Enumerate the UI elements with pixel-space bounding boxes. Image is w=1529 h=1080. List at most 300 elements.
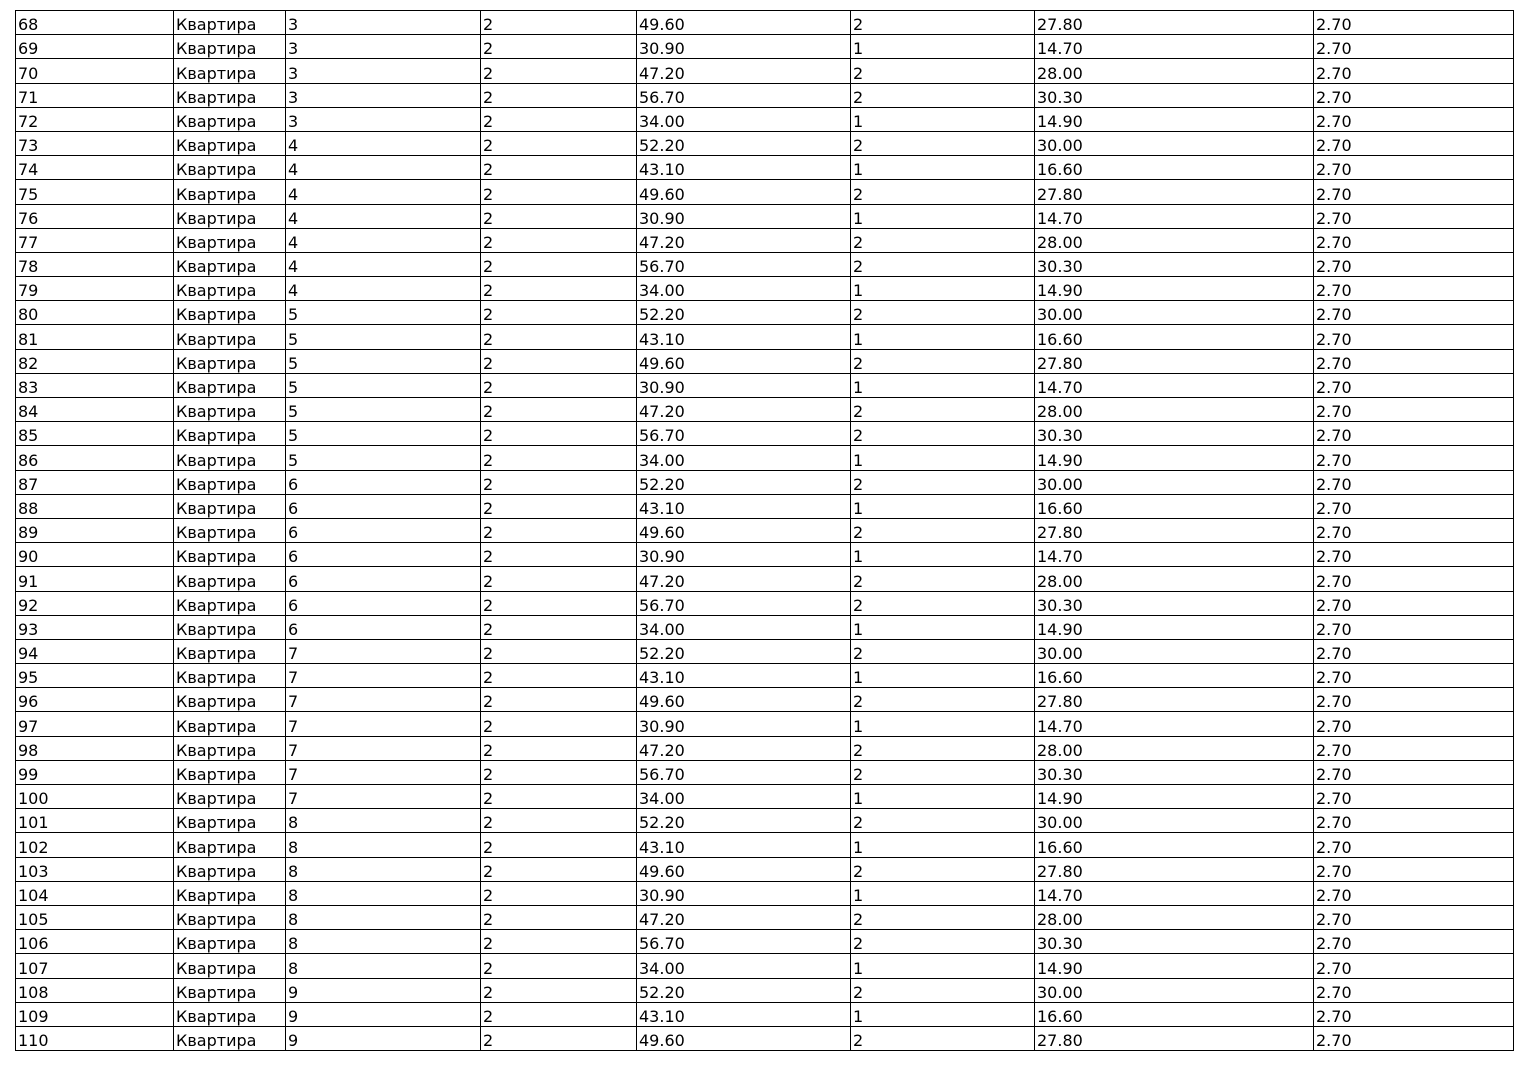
- cell-floor: [286, 954, 481, 978]
- cell-text: 27.80: [1037, 15, 1083, 35]
- cell-apartment-number: [16, 760, 174, 784]
- cell-text: 2.70: [1316, 547, 1352, 567]
- cell-living-area: [1035, 1002, 1314, 1026]
- cell-floor: [286, 736, 481, 760]
- table-row: [16, 252, 1514, 276]
- cell-apartment-number: [16, 639, 174, 663]
- cell-premises-type: [174, 204, 286, 228]
- cell-text: 79: [18, 281, 39, 301]
- cell-rooms: [851, 349, 1035, 373]
- cell-text: 2: [483, 716, 494, 736]
- cell-floor: [286, 760, 481, 784]
- table-row: [16, 373, 1514, 397]
- cell-text: Квартира: [176, 958, 257, 978]
- cell-text: 56.70: [639, 934, 685, 954]
- cell-text: 2.70: [1316, 692, 1352, 712]
- cell-ceiling-height: [1314, 881, 1514, 905]
- cell-text: 6: [288, 595, 299, 615]
- cell-text: 2.70: [1316, 740, 1352, 760]
- cell-text: Квартира: [176, 1031, 257, 1051]
- cell-text: 30.90: [639, 885, 685, 905]
- cell-text: 43.10: [639, 498, 685, 518]
- cell-ceiling-height: [1314, 398, 1514, 422]
- cell-section: [481, 760, 637, 784]
- cell-premises-type: [174, 591, 286, 615]
- cell-text: Квартира: [176, 353, 257, 373]
- cell-rooms: [851, 615, 1035, 639]
- cell-text: 91: [18, 571, 39, 591]
- cell-text: Квартира: [176, 136, 257, 156]
- cell-text: 2.70: [1316, 619, 1352, 639]
- cell-text: 2.70: [1316, 837, 1352, 857]
- cell-text: Квартира: [176, 910, 257, 930]
- cell-total-area: [637, 905, 851, 929]
- cell-text: 30.30: [1037, 87, 1083, 107]
- cell-text: Квартира: [176, 861, 257, 881]
- cell-text: 76: [18, 208, 39, 228]
- cell-text: 2: [483, 1031, 494, 1051]
- cell-floor: [286, 349, 481, 373]
- cell-ceiling-height: [1314, 228, 1514, 252]
- cell-text: 49.60: [639, 353, 685, 373]
- cell-total-area: [637, 664, 851, 688]
- cell-apartment-number: [16, 180, 174, 204]
- cell-text: 2.70: [1316, 63, 1352, 83]
- cell-text: 2.70: [1316, 184, 1352, 204]
- cell-text: 30.00: [1037, 982, 1083, 1002]
- cell-floor: [286, 930, 481, 954]
- cell-apartment-number: [16, 59, 174, 83]
- cell-text: 14.70: [1037, 716, 1083, 736]
- cell-section: [481, 180, 637, 204]
- cell-text: 2: [483, 1006, 494, 1026]
- cell-section: [481, 688, 637, 712]
- cell-text: 49.60: [639, 523, 685, 543]
- cell-text: 2: [483, 982, 494, 1002]
- cell-text: 2: [483, 160, 494, 180]
- cell-rooms: [851, 204, 1035, 228]
- cell-floor: [286, 688, 481, 712]
- cell-total-area: [637, 470, 851, 494]
- cell-text: 49.60: [639, 692, 685, 712]
- table-row: [16, 712, 1514, 736]
- cell-text: 2.70: [1316, 595, 1352, 615]
- cell-text: 56.70: [639, 87, 685, 107]
- cell-text: 2: [483, 958, 494, 978]
- cell-text: 1: [853, 39, 864, 59]
- cell-text: Квартира: [176, 111, 257, 131]
- cell-text: 68: [18, 15, 39, 35]
- cell-text: 30.30: [1037, 257, 1083, 277]
- cell-text: 30.90: [639, 547, 685, 567]
- cell-text: 9: [288, 1006, 299, 1026]
- cell-text: 101: [18, 813, 49, 833]
- cell-apartment-number: [16, 518, 174, 542]
- cell-text: 27.80: [1037, 1031, 1083, 1051]
- cell-total-area: [637, 1002, 851, 1026]
- cell-text: Квартира: [176, 63, 257, 83]
- cell-text: 1: [853, 378, 864, 397]
- cell-text: 3: [288, 87, 299, 107]
- cell-section: [481, 591, 637, 615]
- cell-text: 2: [853, 813, 864, 833]
- cell-ceiling-height: [1314, 905, 1514, 929]
- cell-text: 2.70: [1316, 789, 1352, 809]
- cell-living-area: [1035, 664, 1314, 688]
- cell-text: 2: [853, 934, 864, 954]
- cell-text: 34.00: [639, 111, 685, 131]
- cell-text: 2: [483, 39, 494, 59]
- cell-section: [481, 615, 637, 639]
- cell-text: 6: [288, 547, 299, 567]
- cell-total-area: [637, 567, 851, 591]
- cell-ceiling-height: [1314, 131, 1514, 155]
- cell-text: 6: [288, 619, 299, 639]
- cell-floor: [286, 228, 481, 252]
- cell-rooms: [851, 785, 1035, 809]
- cell-text: 2: [483, 184, 494, 204]
- cell-text: 14.90: [1037, 619, 1083, 639]
- cell-apartment-number: [16, 881, 174, 905]
- cell-text: 2: [483, 402, 494, 422]
- cell-premises-type: [174, 156, 286, 180]
- cell-text: 75: [18, 184, 39, 204]
- cell-total-area: [637, 591, 851, 615]
- cell-ceiling-height: [1314, 373, 1514, 397]
- cell-section: [481, 83, 637, 107]
- cell-text: 2: [853, 232, 864, 252]
- cell-text: 56.70: [639, 595, 685, 615]
- cell-text: 30.00: [1037, 644, 1083, 664]
- cell-text: 2: [853, 136, 864, 156]
- cell-total-area: [637, 930, 851, 954]
- cell-ceiling-height: [1314, 422, 1514, 446]
- table-row: [16, 930, 1514, 954]
- cell-floor: [286, 809, 481, 833]
- cell-text: 47.20: [639, 910, 685, 930]
- cell-section: [481, 857, 637, 881]
- cell-text: 102: [18, 837, 49, 857]
- cell-text: 5: [288, 450, 299, 470]
- cell-text: 105: [18, 910, 49, 930]
- table-row: [16, 228, 1514, 252]
- cell-text: 5: [288, 329, 299, 349]
- cell-ceiling-height: [1314, 615, 1514, 639]
- cell-text: 2.70: [1316, 668, 1352, 688]
- cell-section: [481, 494, 637, 518]
- cell-ceiling-height: [1314, 857, 1514, 881]
- cell-text: 89: [18, 523, 39, 543]
- cell-text: 2.70: [1316, 813, 1352, 833]
- cell-text: 49.60: [639, 184, 685, 204]
- cell-total-area: [637, 349, 851, 373]
- table-row: [16, 978, 1514, 1002]
- cell-living-area: [1035, 1026, 1314, 1050]
- cell-text: 1: [853, 1006, 864, 1026]
- cell-text: 72: [18, 111, 39, 131]
- cell-text: 2.70: [1316, 716, 1352, 736]
- cell-text: 2: [853, 692, 864, 712]
- cell-text: 2.70: [1316, 1006, 1352, 1026]
- cell-living-area: [1035, 277, 1314, 301]
- cell-text: 47.20: [639, 402, 685, 422]
- cell-text: Квартира: [176, 765, 257, 784]
- cell-section: [481, 905, 637, 929]
- cell-text: 2: [853, 305, 864, 325]
- cell-text: 2.70: [1316, 281, 1352, 301]
- cell-rooms: [851, 398, 1035, 422]
- cell-rooms: [851, 543, 1035, 567]
- cell-apartment-number: [16, 325, 174, 349]
- cell-ceiling-height: [1314, 446, 1514, 470]
- cell-text: 2.70: [1316, 571, 1352, 591]
- cell-living-area: [1035, 349, 1314, 373]
- cell-floor: [286, 277, 481, 301]
- cell-premises-type: [174, 833, 286, 857]
- cell-ceiling-height: [1314, 35, 1514, 59]
- cell-total-area: [637, 59, 851, 83]
- cell-text: 43.10: [639, 329, 685, 349]
- cell-apartment-number: [16, 301, 174, 325]
- cell-text: 27.80: [1037, 523, 1083, 543]
- cell-text: 2: [483, 765, 494, 784]
- cell-text: 83: [18, 378, 39, 397]
- table-row: [16, 639, 1514, 663]
- cell-living-area: [1035, 325, 1314, 349]
- cell-text: 2: [853, 765, 864, 784]
- cell-text: 110: [18, 1031, 49, 1051]
- cell-text: 14.70: [1037, 208, 1083, 228]
- cell-living-area: [1035, 301, 1314, 325]
- cell-ceiling-height: [1314, 712, 1514, 736]
- cell-text: 16.60: [1037, 668, 1083, 688]
- cell-text: 2: [483, 934, 494, 954]
- cell-ceiling-height: [1314, 760, 1514, 784]
- cell-section: [481, 785, 637, 809]
- cell-floor: [286, 664, 481, 688]
- cell-ceiling-height: [1314, 543, 1514, 567]
- cell-text: 2: [853, 644, 864, 664]
- cell-text: 2.70: [1316, 474, 1352, 494]
- cell-text: 108: [18, 982, 49, 1002]
- cell-premises-type: [174, 639, 286, 663]
- cell-ceiling-height: [1314, 11, 1514, 35]
- cell-text: 99: [18, 765, 39, 784]
- cell-text: 2: [483, 136, 494, 156]
- cell-rooms: [851, 905, 1035, 929]
- cell-total-area: [637, 736, 851, 760]
- table-row: [16, 760, 1514, 784]
- cell-text: 16.60: [1037, 837, 1083, 857]
- cell-text: 5: [288, 353, 299, 373]
- cell-text: 2.70: [1316, 910, 1352, 930]
- cell-text: Квартира: [176, 595, 257, 615]
- cell-apartment-number: [16, 252, 174, 276]
- cell-text: 106: [18, 934, 49, 954]
- cell-text: 2: [853, 426, 864, 446]
- cell-total-area: [637, 277, 851, 301]
- cell-apartment-number: [16, 470, 174, 494]
- cell-text: Квартира: [176, 87, 257, 107]
- cell-text: 1: [853, 885, 864, 905]
- cell-text: 2.70: [1316, 208, 1352, 228]
- cell-text: Квартира: [176, 668, 257, 688]
- cell-text: 2: [483, 378, 494, 397]
- cell-text: 1: [853, 837, 864, 857]
- cell-text: 1: [853, 281, 864, 301]
- cell-rooms: [851, 760, 1035, 784]
- cell-rooms: [851, 11, 1035, 35]
- cell-text: 27.80: [1037, 692, 1083, 712]
- cell-text: 8: [288, 861, 299, 881]
- cell-text: 87: [18, 474, 39, 494]
- table-row: [16, 180, 1514, 204]
- cell-ceiling-height: [1314, 180, 1514, 204]
- cell-text: 30.90: [639, 378, 685, 397]
- table-row: [16, 83, 1514, 107]
- cell-total-area: [637, 83, 851, 107]
- table-row: [16, 11, 1514, 35]
- cell-rooms: [851, 833, 1035, 857]
- cell-premises-type: [174, 664, 286, 688]
- cell-floor: [286, 833, 481, 857]
- cell-ceiling-height: [1314, 277, 1514, 301]
- table-row: [16, 591, 1514, 615]
- cell-text: 6: [288, 523, 299, 543]
- cell-ceiling-height: [1314, 688, 1514, 712]
- cell-section: [481, 736, 637, 760]
- cell-apartment-number: [16, 277, 174, 301]
- cell-section: [481, 664, 637, 688]
- cell-rooms: [851, 736, 1035, 760]
- cell-text: Квартира: [176, 789, 257, 809]
- cell-text: 2: [853, 402, 864, 422]
- cell-floor: [286, 1002, 481, 1026]
- cell-text: 1: [853, 160, 864, 180]
- cell-total-area: [637, 760, 851, 784]
- cell-text: 30.90: [639, 39, 685, 59]
- cell-text: 52.20: [639, 813, 685, 833]
- cell-living-area: [1035, 930, 1314, 954]
- cell-text: 52.20: [639, 982, 685, 1002]
- cell-floor: [286, 325, 481, 349]
- cell-text: 8: [288, 885, 299, 905]
- cell-text: 2: [853, 523, 864, 543]
- table-row: [16, 470, 1514, 494]
- cell-section: [481, 881, 637, 905]
- cell-text: 2: [483, 571, 494, 591]
- cell-text: 3: [288, 15, 299, 35]
- cell-premises-type: [174, 470, 286, 494]
- cell-section: [481, 954, 637, 978]
- cell-rooms: [851, 567, 1035, 591]
- cell-premises-type: [174, 615, 286, 639]
- cell-apartment-number: [16, 905, 174, 929]
- table-row: [16, 277, 1514, 301]
- cell-floor: [286, 1026, 481, 1050]
- cell-rooms: [851, 809, 1035, 833]
- cell-living-area: [1035, 615, 1314, 639]
- cell-rooms: [851, 954, 1035, 978]
- cell-premises-type: [174, 736, 286, 760]
- cell-living-area: [1035, 712, 1314, 736]
- cell-text: 2: [853, 1031, 864, 1051]
- cell-ceiling-height: [1314, 833, 1514, 857]
- cell-text: 43.10: [639, 160, 685, 180]
- cell-text: 4: [288, 160, 299, 180]
- cell-text: 52.20: [639, 644, 685, 664]
- cell-living-area: [1035, 543, 1314, 567]
- table-row: [16, 59, 1514, 83]
- cell-text: Квартира: [176, 39, 257, 59]
- cell-text: 2: [483, 692, 494, 712]
- cell-text: 52.20: [639, 474, 685, 494]
- cell-total-area: [637, 785, 851, 809]
- cell-total-area: [637, 107, 851, 131]
- cell-text: 95: [18, 668, 39, 688]
- cell-text: 2: [483, 15, 494, 35]
- cell-text: 7: [288, 668, 299, 688]
- cell-premises-type: [174, 83, 286, 107]
- cell-text: 56.70: [639, 257, 685, 277]
- table-row: [16, 833, 1514, 857]
- cell-text: 2.70: [1316, 329, 1352, 349]
- cell-text: 2.70: [1316, 934, 1352, 954]
- cell-text: 84: [18, 402, 39, 422]
- cell-text: Квартира: [176, 450, 257, 470]
- cell-floor: [286, 35, 481, 59]
- cell-text: 1: [853, 547, 864, 567]
- cell-rooms: [851, 494, 1035, 518]
- table-row: [16, 349, 1514, 373]
- cell-text: 2: [483, 885, 494, 905]
- cell-text: 93: [18, 619, 39, 639]
- cell-text: 2: [483, 353, 494, 373]
- table-row: [16, 131, 1514, 155]
- table-row: [16, 35, 1514, 59]
- cell-ceiling-height: [1314, 204, 1514, 228]
- cell-premises-type: [174, 1002, 286, 1026]
- cell-living-area: [1035, 204, 1314, 228]
- cell-living-area: [1035, 833, 1314, 857]
- cell-text: 30.90: [639, 208, 685, 228]
- cell-text: 49.60: [639, 15, 685, 35]
- cell-rooms: [851, 107, 1035, 131]
- cell-text: 2.70: [1316, 861, 1352, 881]
- cell-total-area: [637, 35, 851, 59]
- cell-text: 1: [853, 111, 864, 131]
- cell-text: Квартира: [176, 426, 257, 446]
- cell-text: 30.00: [1037, 136, 1083, 156]
- cell-text: 4: [288, 281, 299, 301]
- cell-text: 71: [18, 87, 39, 107]
- cell-text: 98: [18, 740, 39, 760]
- cell-text: 1: [853, 208, 864, 228]
- cell-floor: [286, 83, 481, 107]
- table-row: [16, 688, 1514, 712]
- cell-rooms: [851, 664, 1035, 688]
- cell-floor: [286, 591, 481, 615]
- cell-text: 16.60: [1037, 1006, 1083, 1026]
- cell-rooms: [851, 35, 1035, 59]
- cell-text: 28.00: [1037, 232, 1083, 252]
- cell-rooms: [851, 712, 1035, 736]
- cell-living-area: [1035, 494, 1314, 518]
- cell-floor: [286, 978, 481, 1002]
- cell-section: [481, 349, 637, 373]
- cell-premises-type: [174, 905, 286, 929]
- cell-text: 2: [483, 813, 494, 833]
